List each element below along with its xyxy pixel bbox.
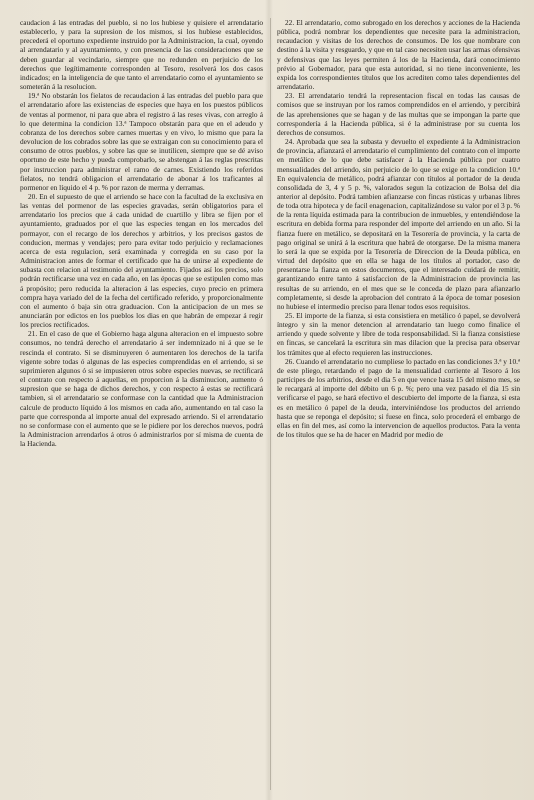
paragraph-continuation: caudacion á las entradas del pueblo, si no los hubiese y quisiere el arrendatario establecerlo, y para la supresion de los mismos, si los hubiese establecidos, precederá el oportuno expediente instruido por la Administracion, la cual, oyendo al arrendatario y al ayuntamiento, y con presencia de las consideraciones que se deben guardar al vecindario, siempre que no redunden en perjuicio de los derechos que legítimamente corresponden al Tesoro, resolverá los dos casos indicados; en la inteligencia de que tanto el arrendatario como el ayuntamiento se someterán á la resolucion. xyxy=(20,18,263,92)
paragraph: 21. En el caso de que el Gobierno haga alguna alteracion en el impuesto sobre consumos, no tendrá derecho el arrendatario á ser indemnizado ni á que se le rescinda el contrato. Si se disminuyeren ó aumentaren los derechos de la tarifa vigente sobre todas ó algunas de las especies comprendidas en el arriendo, si se suprimieren algunos ó si se impusieren otros sobre especies nuevas, se rectificará el contrato con respecto á aquellas, en proporcion á la disminucion, aumento ó supresion que se haga de dichos derechos, y con respecto á estas se rectificará tambien, si el arrendatario se conformase con la cantidad que la Administracion calcule de producto líquido á los mismos en cada año, aumentando en tal caso la parte que corresponda al importe anual del expresado arriendo. Si el arrendatario no se conformase con el aumento que se le pidiere por los derechos nuevos, podrá la Administracion arrendarlos á otros ó administrarlos por sí misma de cuenta de la Hacienda. xyxy=(20,329,263,449)
column-divider xyxy=(270,18,271,790)
paragraph: 26. Cuando el arrendatario no cumpliese lo pactado en las condiciones 3.ª y 10.ª de este pliego, retardando el pago de la mensualidad corriente al Tesoro á los partícipes de los arbitrios, desde el dia 5 en que vence hasta 15 del mismo mes, se le recargará al importe del débito un 6 p. %; pero una vez pasado el dia 15 sin verificarse el pago, se hará efectivo el descubierto del importe de la fianza, si esta es en metálico ó papel de la deuda, interviniéndose los productos del arriendo hasta que se reponga el depósito; si fuese en finca, solo procederá el embargo de ellas en fin del mes, así como la intervencion de aquellos productos. Para la venta de los títulos que se ha de hacer en Madrid por medio de xyxy=(277,356,520,440)
two-column-layout xyxy=(20,18,520,790)
right-column xyxy=(277,18,520,790)
paragraph: 24. Aprobada que sea la subasta y devuelto el expediente á la Administracion de provincia, afianzará el arrendatario el cumplimiento del contrato con el importe en metálico de lo que debe satisfacer á la Hacienda pública por cuatro mensualidades del arriendo, sin perjuicio de lo que se exige en la condicion 10.ª En equivalencia de metálico, podrá afianzar con títulos al portador de la deuda consolidada de 3, 4 y 5 p. %, valorados segun la cotizacion de Bolsa del dia anterior al depósito. Podrá tambien afianzarse con fincas rústicas y urbanas libres de toda otra hipoteca y de facil enagenacion, capitalizándose su valor por el 3 p. % de la renta líquida estimada para la contribucion de inmuebles, y entendiéndose la escritura en debida forma para responder del importe del arriendo en un año. Si la fianza fuere en metálico, se depositará en la Tesorería de provincia, y la carta de pago original se unirá á la escritura que habrá de otorgarse. De la misma manera lo será la que se expida por la Tesorería de Direccion de la Deuda pública, en virtud del depósito que en ella se haga de los títulos al portador, caso de presentarse la fianza en estos documentos, que el interesado cuidará de remitir, garantizando entre tanto á satisfaccion de la Administracion de provincia las resultas de su arriendo, en el mes que se le conceda de plazo para afianzarlo completamente, si desde la aprobacion del contrato á la época de tomar posesion no hubiese el intermedio preciso para llenar todos esos requisitos. xyxy=(277,137,520,311)
paragraph: 20. En el supuesto de que el arriendo se hace con la facultad de la exclusiva en las ventas del pormenor de las especies gravadas, serán obligatorios para el arrendatario los precios que á cada unidad de cuartillo y libra se fijen por el ayuntamiento, graduados por el que las especies tengan en los mercados del pormayor, con el recargo de los derechos y arbitrios, y los precisos gastos de conducion, mermas y vendajes; pero para evitar todo perjuicio y reclamaciones acerca de esta regulacion, será examinada y corregida en su caso por la Administracion antes de formar el certificado que ha de unirse al expediente de subasta con relacion al testimonio del ayuntamiento. Fijados así los precios, solo podrán rectificarse una vez en cada año, en las épocas que se estipulen como mas á propósito; pero reducida la alteracion á las especies, cuyo precio en primera compra haya variado del de la fecha del certificado referido, y proporcionalmente con el aumento ó baja sin otra graduacion. Con la anticipacion de un mes se anunciarán por edictos en los pueblos los dias en que habrán de empezar á regir los precios rectificados. xyxy=(20,191,263,330)
paragraph: 22. El arrendatario, como subrogado en los derechos y acciones de la Hacienda pública, podrá nombrar los dependientes que necesite para la administracion, recaudacion y visitas de los derechos de consumos. De los que nombrare con destino á la visita y resguardo, y que en tal caso necesiten usar las armas ofensivas y defensivas que las leyes permiten á los de la Hacienda, dará conocimiento prévio al Gobernador, para que esta autoridad, si no tiene inconveniente, les expida los correspondientes títulos que los acrediten como tales dependientes del arrendatario. xyxy=(277,18,520,92)
paragraph: 25. El importe de la fianza, si esta consistiera en metálico ó papel, se devolverá íntegro y sin la menor detencion al arrendatario tan luego como finalice el arriendo y quede solvente y libre de toda responsabilidad. Si la fianza consistiese en fincas, se cancelará la escritura sin mas dilacion que la precisa para observar los trámites que al efecto requieren las instrucciones. xyxy=(277,311,520,357)
paragraph: 19.ª No obstarán los fielatos de recaudacion á las entradas del pueblo para que el arrendatario afore las existencias de especies que haya en los puestos públicos de ventas al pormenor, ni para que abra el registro á las reses vivas, con arreglo á lo que determina la condicion 13.ª Tampoco obstarán para que en el adeudo y cobranza de los derechos sobre carnes muertas y en vivo, lo mismo que para la devolucion de los cobrados sobre las que se extraigan con su conocimiento para el consumo de otros pueblos, y sobre las que se inutilicen, siempre que se dé aviso oportuno de este hecho y pueda comprobarlo, se abstengan á las reglas prescritas por instruccion para administrar el ramo de carnes. Existiendo los referidos fielatos, no tendrá obligacion el arrendatario de abonar á los traficantes al pormenor en líquido el 4 p. % por razon de merma y derramas. xyxy=(20,91,263,192)
paragraph: 23. El arrendatario tendrá la representacion fiscal en todas las causas de comisos que se instruyan por los ramos comprendidos en el arriendo, y percibirá de las aprehensiones que se hagan y de las multas que se impongan la parte que correspondería á la Hacienda pública, si é la administrase por su cuenta los derechos de consumos. xyxy=(277,91,520,137)
left-column xyxy=(20,18,263,790)
